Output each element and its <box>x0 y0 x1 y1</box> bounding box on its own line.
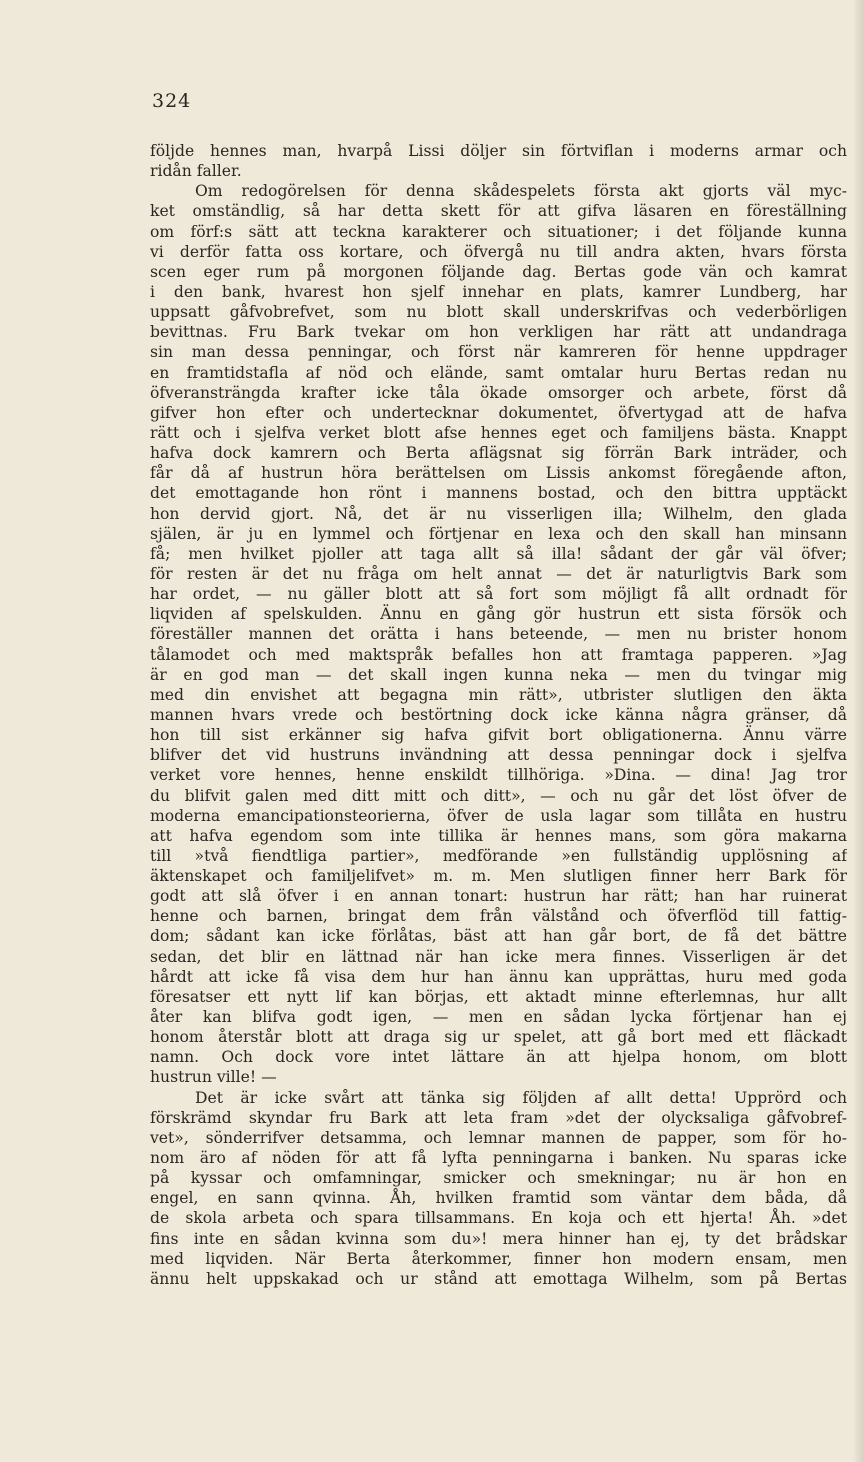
text-line: namn. Och dock vore intet lättare än att hjelpa honom, om blott <box>150 1048 847 1067</box>
text-line: ännu helt uppskakad och ur stånd att emottaga Wilhelm, som på Bertas <box>150 1269 847 1288</box>
text-line: hårdt att icke få visa dem hur han ännu kan upprättas, huru med goda <box>150 967 847 986</box>
page-number: 324 <box>152 90 192 112</box>
text-line: för resten är det nu fråga om helt annat — det är naturligtvis Bark som <box>150 564 847 583</box>
text-line: en framtidstafla af nöd och elände, samt omtalar huru Bertas redan nu <box>150 363 847 382</box>
text-line: att hafva egendom som inte tillika är hennes mans, som göra makarna <box>150 826 847 845</box>
text-line: det emottagande hon rönt i mannens bostad, och den bittra upptäckt <box>150 484 847 503</box>
text-line: sedan, det blir en lättnad när han icke mera finnes. Visserligen är det <box>150 947 847 966</box>
text-line: scen eger rum på morgonen följande dag. Bertas gode vän och kamrat <box>150 262 847 281</box>
text-line: med din envishet att begagna min rätt», utbrister slutligen den äkta <box>150 685 847 704</box>
text-line: blifver det vid hustruns invändning att dessa penningar dock i sjelfva <box>150 746 847 765</box>
text-line: engel, en sann qvinna. Åh, hvilken framtid som väntar dem båda, då <box>150 1189 847 1208</box>
text-line: rätt och i sjelfva verket blott afse hennes eget och familjens bästa. Knappt <box>150 423 847 442</box>
text-line: tålamodet och med maktspråk befalles hon att framtaga papperen. »Jag <box>150 645 847 664</box>
text-line: ridån faller. <box>150 162 242 181</box>
text-line: öfveransträngda krafter icke tåla ökade omsorger och arbete, först då <box>150 383 847 402</box>
text-line: hustrun ville! — <box>150 1068 277 1087</box>
text-line: vet», sönderrifver detsamma, och lemnar mannen de papper, som för ho- <box>150 1128 847 1147</box>
text-line: ket omständlig, så har detta skett för att gifva läsaren en föreställning <box>150 202 847 221</box>
text-line: gifver hon efter och undertecknar dokumentet, öfvertygad att de hafva <box>150 403 847 422</box>
text-line: nom äro af nöden för att få lyfta penningarna i banken. Nu sparas icke <box>150 1149 847 1168</box>
text-line: fins inte en sådan kvinna som du»! mera hinner han ej, ty det brådskar <box>150 1229 847 1248</box>
text-line: åter kan blifva godt igen, — men en sådan lycka förtjenar han ej <box>150 1008 847 1027</box>
text-line: äktenskapet och familjelifvet» m. m. Men slutligen finner herr Bark för <box>150 867 847 886</box>
text-line: få; men hvilket pjoller att taga allt så illa! sådant der går väl öfver; <box>150 544 847 563</box>
text-line: får då af hustrun höra berättelsen om Lissis ankomst föregående afton, <box>150 464 847 483</box>
text-line: till »två fiendtliga partier», medförande »en fullständig upplösning af <box>150 846 847 865</box>
text-line: i den bank, hvarest hon sjelf innehar en plats, kamrer Lundberg, har <box>150 282 847 301</box>
text-line: honom återstår blott att draga sig ur spelet, att gå bort med ett fläckadt <box>150 1028 847 1047</box>
text-line: med liqviden. När Berta återkommer, finner hon modern ensam, men <box>150 1249 847 1268</box>
text-line: de skola arbeta och spara tillsammans. En koja och ett hjerta! Åh. »det <box>150 1209 847 1228</box>
text-line: Det är icke svårt att tänka sig följden af allt detta! Upprörd och <box>195 1088 847 1107</box>
text-line: är en god man — det skall ingen kunna neka — men du tvingar mig <box>150 665 847 684</box>
text-line: godt att slå öfver i en annan tonart: hustrun har rätt; han har ruinerat <box>150 887 847 906</box>
text-line: liqviden af spelskulden. Ännu en gång gör hustrun ett sista försök och <box>150 605 847 624</box>
text-line: har ordet, — nu gäller blott att så fort som möjligt få allt ordnadt för <box>150 585 847 604</box>
text-line: sin man dessa penningar, och först när kamreren för henne uppdrager <box>150 343 847 362</box>
text-line: uppsatt gåfvobrefvet, som nu blott skall underskrifvas och vederbörligen <box>150 303 847 322</box>
text-line: följde hennes man, hvarpå Lissi döljer sin förtviflan i moderns armar och <box>150 142 847 160</box>
text-line: moderna emancipationsteorierna, öfver de usla lagar som tillåta en hustru <box>150 806 847 825</box>
page-edge-shadow <box>853 0 863 1462</box>
text-line: vi derför fatta oss kortare, och öfvergå nu till andra akten, hvars första <box>150 242 847 261</box>
text-line: du blifvit galen med ditt mitt och ditt», — och nu går det löst öfver de <box>150 786 847 805</box>
text-line: henne och barnen, bringat dem från välstånd och öfverflöd till fattig- <box>150 907 847 926</box>
body-text <box>150 141 847 1289</box>
text-line: om förf:s sätt att teckna karakterer och situationer; i det följande kunna <box>150 222 847 241</box>
text-line: bevittnas. Fru Bark tvekar om hon verkligen har rätt att undandraga <box>150 323 847 342</box>
text-line: hon till sist erkänner sig hafva gifvit bort obligationerna. Ännu värre <box>150 726 847 745</box>
text-line: föresatser ett nytt lif kan börjas, ett aktadt minne efterlemnas, hur allt <box>150 987 847 1006</box>
text-line: mannen hvars vrede och bestörtning dock icke känna några gränser, då <box>150 705 847 724</box>
text-line: Om redogörelsen för denna skådespelets första akt gjorts väl myc- <box>195 182 847 201</box>
text-line: själen, är ju en lymmel och förtjenar en lexa och den skall han minsann <box>150 524 847 543</box>
text-line: hon dervid gjort. Nå, det är nu visserligen illa; Wilhelm, den glada <box>150 504 847 523</box>
text-line: hafva dock kamrern och Berta aflägsnat sig förrän Bark inträder, och <box>150 444 847 463</box>
text-line: förskrämd skyndar fru Bark att leta fram »det der olycksaliga gåfvobref- <box>150 1108 847 1127</box>
text-line: föreställer mannen det orätta i hans beteende, — men nu brister honom <box>150 625 847 644</box>
text-line: på kyssar och omfamningar, smicker och smekningar; nu är hon en <box>150 1169 847 1188</box>
text-line: dom; sådant kan icke förlåtas, bäst att han går bort, de få det bättre <box>150 927 847 946</box>
text-line: verket vore hennes, henne enskildt tillhöriga. »Dina. — dina! Jag tror <box>150 766 847 785</box>
